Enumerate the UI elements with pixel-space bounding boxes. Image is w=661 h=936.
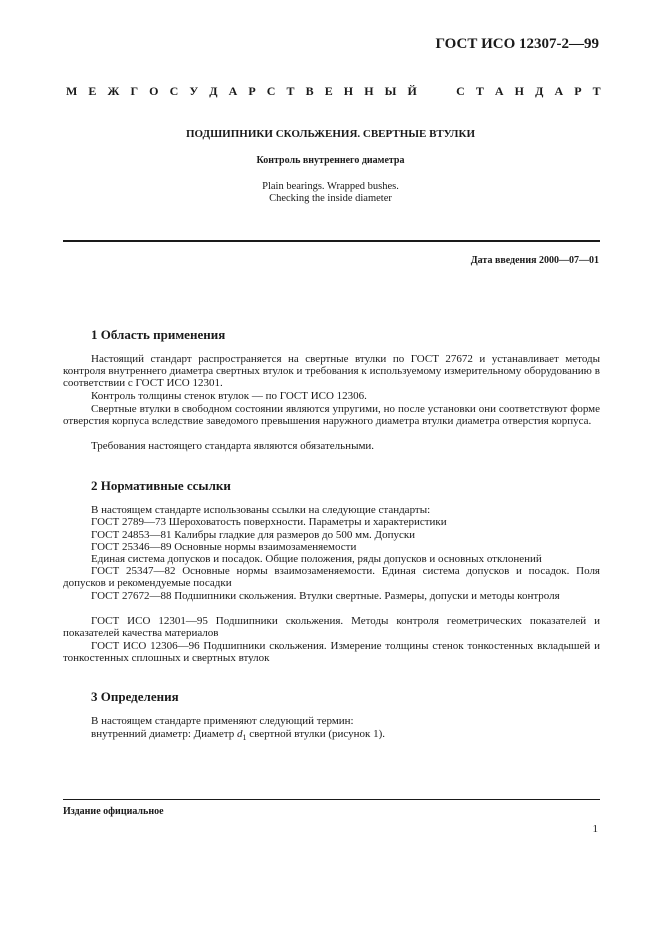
section-1-paragraph-4: Требования настоящего стандарта являются обязательными. bbox=[91, 440, 375, 452]
title-divider bbox=[63, 240, 600, 242]
section-2-intro: В настоящем стандарте использованы ссылки на следующие стандарты: bbox=[91, 504, 431, 516]
standard-subtitle: Контроль внутреннего диаметра bbox=[256, 155, 405, 166]
banner-letter bbox=[442, 84, 445, 99]
banner-letter: С bbox=[266, 84, 276, 98]
banner-letter: Ы bbox=[384, 84, 397, 98]
term-definition-prefix: внутренний диаметр: Диаметр bbox=[91, 728, 237, 740]
section-1-paragraph-3: Свертные втулки в свободном состоянии являются упругими, но после установки они соответствуют форме отверстия корпуса вследствие заведомого превышения наружного диаметра втулки диаметра отверстия корпуса. bbox=[63, 403, 600, 428]
standard-title: ПОДШИПНИКИ СКОЛЬЖЕНИЯ. СВЕРТНЫЕ ВТУЛКИ bbox=[185, 128, 476, 140]
banner-letter: Д bbox=[535, 84, 544, 98]
banner-letter: Г bbox=[130, 84, 139, 98]
section-1-paragraph-2: Контроль толщины стенок втулок — по ГОСТ ИСО 12306. bbox=[91, 390, 367, 402]
normative-reference: ГОСТ 27672—88 Подшипники скольжения. Втулки свертные. Размеры, допуски и методы контроля bbox=[91, 590, 560, 602]
introduction-date: Дата введения 2000—07—01 bbox=[470, 255, 599, 266]
banner-letter: М bbox=[66, 84, 78, 98]
banner-letter: А bbox=[554, 84, 564, 98]
banner-letter: Й bbox=[407, 84, 417, 98]
banner-letter: Т bbox=[286, 84, 295, 98]
banner-letter: Е bbox=[324, 84, 333, 98]
english-title-line-1: Plain bearings. Wrapped bushes. bbox=[262, 181, 399, 192]
banner-letter: В bbox=[305, 84, 314, 98]
banner-letter: Т bbox=[475, 84, 484, 98]
banner-letter: Н bbox=[514, 84, 525, 98]
normative-reference: ГОСТ ИСО 12301—95 Подшипники скольжения. Методы контроля геометрических показателей и показателей качества материалов bbox=[63, 615, 600, 640]
banner-letter: Н bbox=[343, 84, 354, 98]
page-number: 1 bbox=[592, 823, 598, 835]
banner-letter: Ж bbox=[107, 84, 120, 98]
normative-reference: ГОСТ 24853—81 Калибры гладкие для размеров до 500 мм. Допуски bbox=[91, 529, 416, 541]
interstate-standard-banner bbox=[66, 84, 601, 99]
term-definition-suffix: свертной втулки (рисунок 1). bbox=[246, 728, 386, 740]
section-3-heading: 3 Определения bbox=[91, 689, 179, 704]
banner-letter: У bbox=[189, 84, 199, 98]
diameter-symbol: d bbox=[236, 728, 243, 740]
banner-letter: Р bbox=[248, 84, 256, 98]
normative-reference: ГОСТ 2789—73 Шероховатость поверхности. Параметры и характеристики bbox=[91, 516, 447, 528]
english-title bbox=[0, 181, 661, 205]
normative-reference: ГОСТ ИСО 12306—96 Подшипники скольжения. Измерение толщины стенок тонкостенных вкладышей и тонкостенных сплошных и свертных втулок bbox=[63, 640, 600, 665]
official-edition-label: Издание официальное bbox=[63, 806, 164, 817]
banner-letter: А bbox=[494, 84, 504, 98]
section-2-heading: 2 Нормативные ссылки bbox=[91, 478, 231, 493]
section-1-paragraph-1: Настоящий стандарт распространяется на свертные втулки по ГОСТ 27672 и устанавливает методы контроля внутреннего диаметра свертных втулок и требования к используемому измерительному оборудованию в соответствии с ГОСТ ИСО 12301. bbox=[63, 353, 600, 390]
term-definition bbox=[63, 728, 600, 744]
normative-reference: ГОСТ 25347—82 Основные нормы взаимозаменяемости. Единая система допусков и посадок. Поля допусков и рекомендуемые посадки bbox=[63, 565, 600, 590]
english-title-line-2: Checking the inside diameter bbox=[269, 193, 392, 204]
banner-letter: Р bbox=[574, 84, 582, 98]
document-code: ГОСТ ИСО 12307-2—99 bbox=[435, 36, 599, 52]
banner-letter bbox=[428, 84, 431, 99]
section-3-paragraph-1: В настоящем стандарте применяют следующий термин: bbox=[91, 715, 354, 727]
normative-reference: Единая система допусков и посадок. Общие положения, ряды допусков и основных отклонений bbox=[91, 553, 542, 565]
banner-letter: С bbox=[456, 84, 465, 98]
section-1-heading: 1 Область применения bbox=[91, 327, 226, 342]
banner-letter: А bbox=[228, 84, 238, 98]
banner-letter: Е bbox=[88, 84, 97, 98]
diameter-subscript: 1 bbox=[242, 733, 247, 743]
normative-reference: ГОСТ 25346—89 Основные нормы взаимозаменяемости bbox=[91, 541, 357, 553]
banner-letter: Т bbox=[592, 84, 601, 98]
banner-letter: О bbox=[149, 84, 159, 98]
footer-divider bbox=[63, 799, 600, 800]
banner-letter: Н bbox=[364, 84, 374, 98]
banner-letter: С bbox=[169, 84, 179, 98]
banner-letter: Д bbox=[209, 84, 218, 98]
